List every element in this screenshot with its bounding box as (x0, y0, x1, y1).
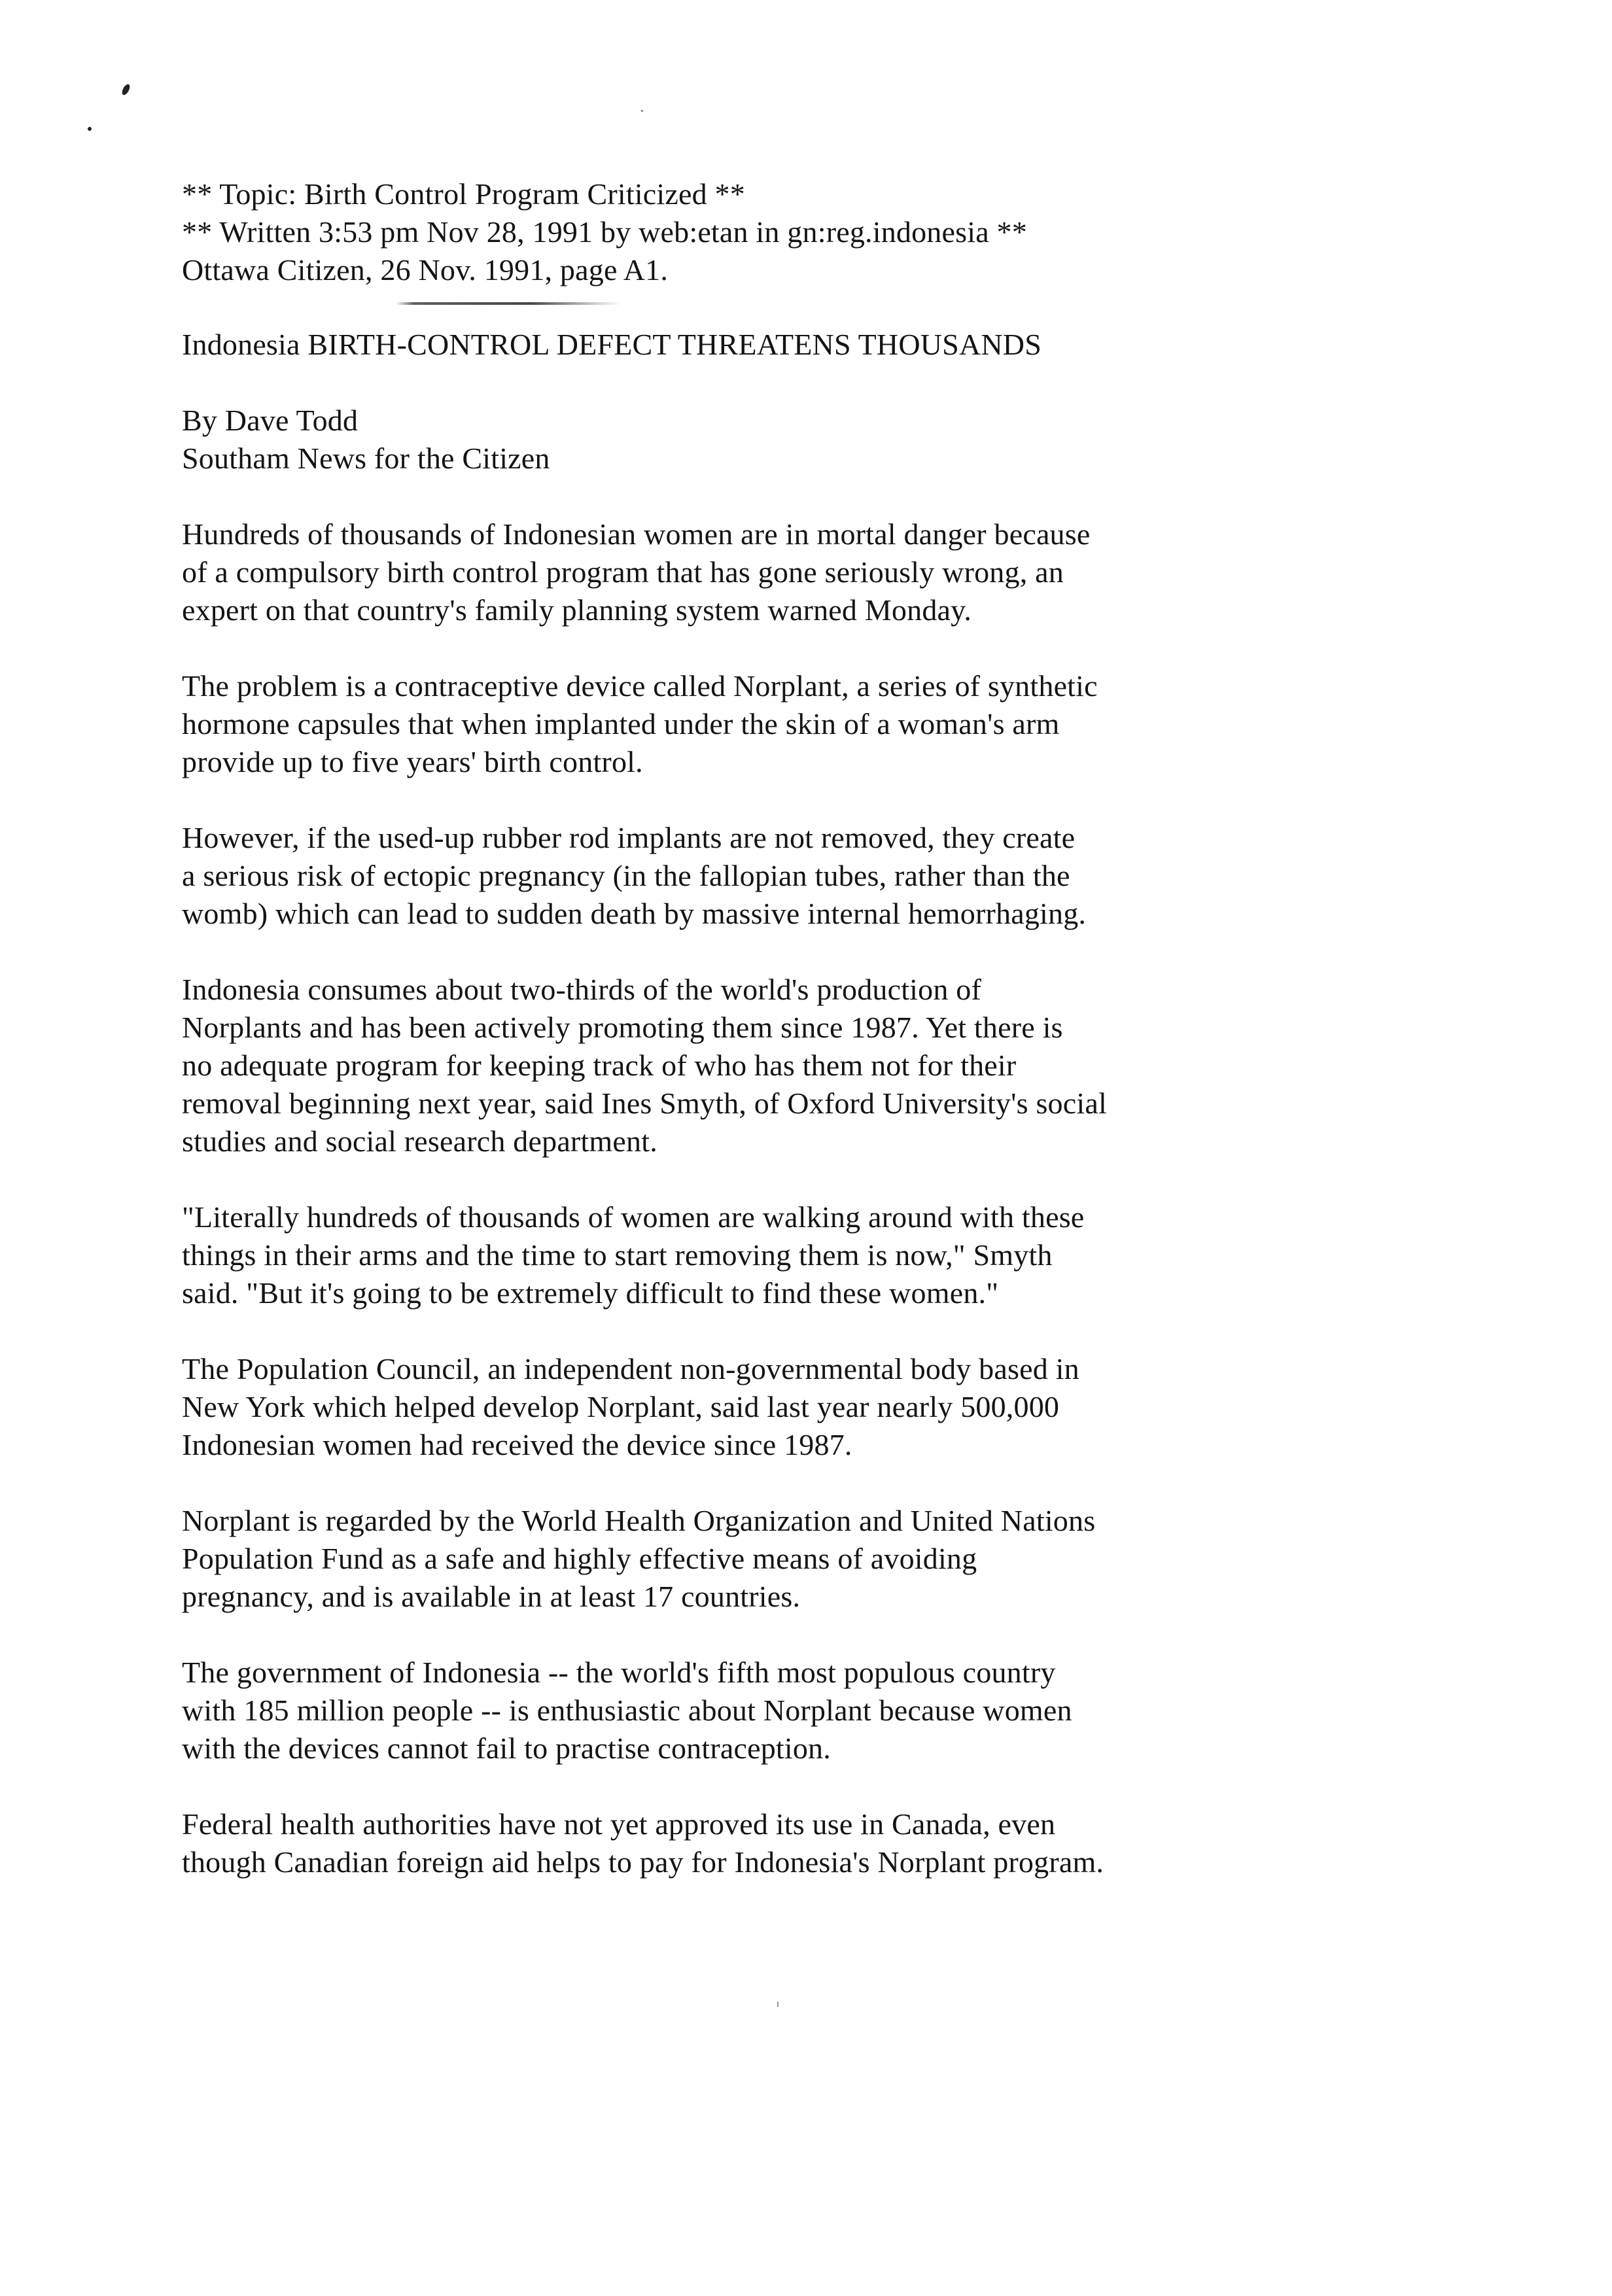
paragraph (182, 1805, 1425, 1881)
paragraph-line: Population Fund as a safe and highly effective means of avoiding (182, 1542, 977, 1575)
paragraph-line: with 185 million people -- is enthusiastic about Norplant because women (182, 1694, 1072, 1727)
source-line: Ottawa Citizen, 26 Nov. 1991, page A1. (182, 253, 669, 287)
scan-speck (120, 83, 131, 96)
paragraph (182, 1350, 1425, 1464)
byline-author: By Dave Todd (182, 404, 359, 437)
scan-speck (777, 2002, 779, 2007)
paragraph (182, 971, 1425, 1160)
paragraph-line: Hundreds of thousands of Indonesian women are in mortal danger because (182, 517, 1091, 551)
paragraph (182, 667, 1425, 781)
paragraph (182, 515, 1425, 629)
topic-line: ** Topic: Birth Control Program Criticized ** (182, 177, 745, 211)
paragraph-line: Norplants and has been actively promoting them since 1987. Yet there is (182, 1011, 1063, 1044)
byline-block (182, 402, 1425, 478)
paragraph-line: though Canadian foreign aid helps to pay for Indonesia's Norplant program. (182, 1845, 1104, 1879)
headline: Indonesia BIRTH-CONTROL DEFECT THREATENS THOUSANDS (182, 328, 1042, 361)
scan-speck (88, 127, 92, 131)
paragraph-line: removal beginning next year, said Ines Smyth, of Oxford University's social (182, 1087, 1107, 1120)
paragraph (182, 819, 1425, 933)
paragraph-line: a serious risk of ectopic pregnancy (in the fallopian tubes, rather than the (182, 859, 1070, 892)
paragraph-line: Norplant is regarded by the World Health Organization and United Nations (182, 1504, 1096, 1537)
paragraph-line: New York which helped develop Norplant, said last year nearly 500,000 (182, 1390, 1060, 1423)
paragraph-line: things in their arms and the time to start removing them is now," Smyth (182, 1238, 1053, 1272)
paragraph-line: of a compulsory birth control program that has gone seriously wrong, an (182, 555, 1064, 589)
paragraph-line: The government of Indonesia -- the world's fifth most populous country (182, 1656, 1056, 1689)
byline-outlet: Southam News for the Citizen (182, 442, 550, 475)
headline-block (182, 326, 1425, 364)
paragraph-line: no adequate program for keeping track of who has them not for their (182, 1049, 1017, 1082)
paragraph-line: The problem is a contraceptive device called Norplant, a series of synthetic (182, 669, 1098, 703)
written-line: ** Written 3:53 pm Nov 28, 1991 by web:etan in gn:reg.indonesia ** (182, 215, 1027, 249)
paragraph-line: Federal health authorities have not yet approved its use in Canada, even (182, 1807, 1056, 1841)
message-header (182, 175, 1425, 289)
paragraph-line: pregnancy, and is available in at least 17 countries. (182, 1580, 801, 1613)
paragraph-line: "Literally hundreds of thousands of women are walking around with these (182, 1200, 1085, 1234)
paragraph (182, 1654, 1425, 1767)
scan-speck (641, 110, 643, 112)
paragraph (182, 1502, 1425, 1616)
paragraph (182, 1198, 1425, 1312)
paragraph-line: studies and social research department. (182, 1124, 657, 1158)
paragraph-line: Indonesian women had received the device since 1987. (182, 1428, 852, 1461)
paragraph-line: womb) which can lead to sudden death by massive internal hemorrhaging. (182, 897, 1087, 930)
paragraph-line: said. "But it's going to be extremely difficult to find these women." (182, 1276, 999, 1310)
paragraph-list (182, 515, 1425, 1881)
paragraph-line: However, if the used-up rubber rod implants are not removed, they create (182, 821, 1076, 854)
paragraph-line: hormone capsules that when implanted under the skin of a woman's arm (182, 707, 1060, 740)
paragraph-line: expert on that country's family planning system warned Monday. (182, 593, 972, 627)
paragraph-line: provide up to five years' birth control. (182, 745, 643, 778)
paragraph-line: with the devices cannot fail to practise contraception. (182, 1731, 831, 1765)
paragraph-line: The Population Council, an independent non-governmental body based in (182, 1352, 1079, 1385)
paragraph-line: Indonesia consumes about two-thirds of the world's production of (182, 973, 981, 1006)
article-body (182, 175, 1425, 1919)
